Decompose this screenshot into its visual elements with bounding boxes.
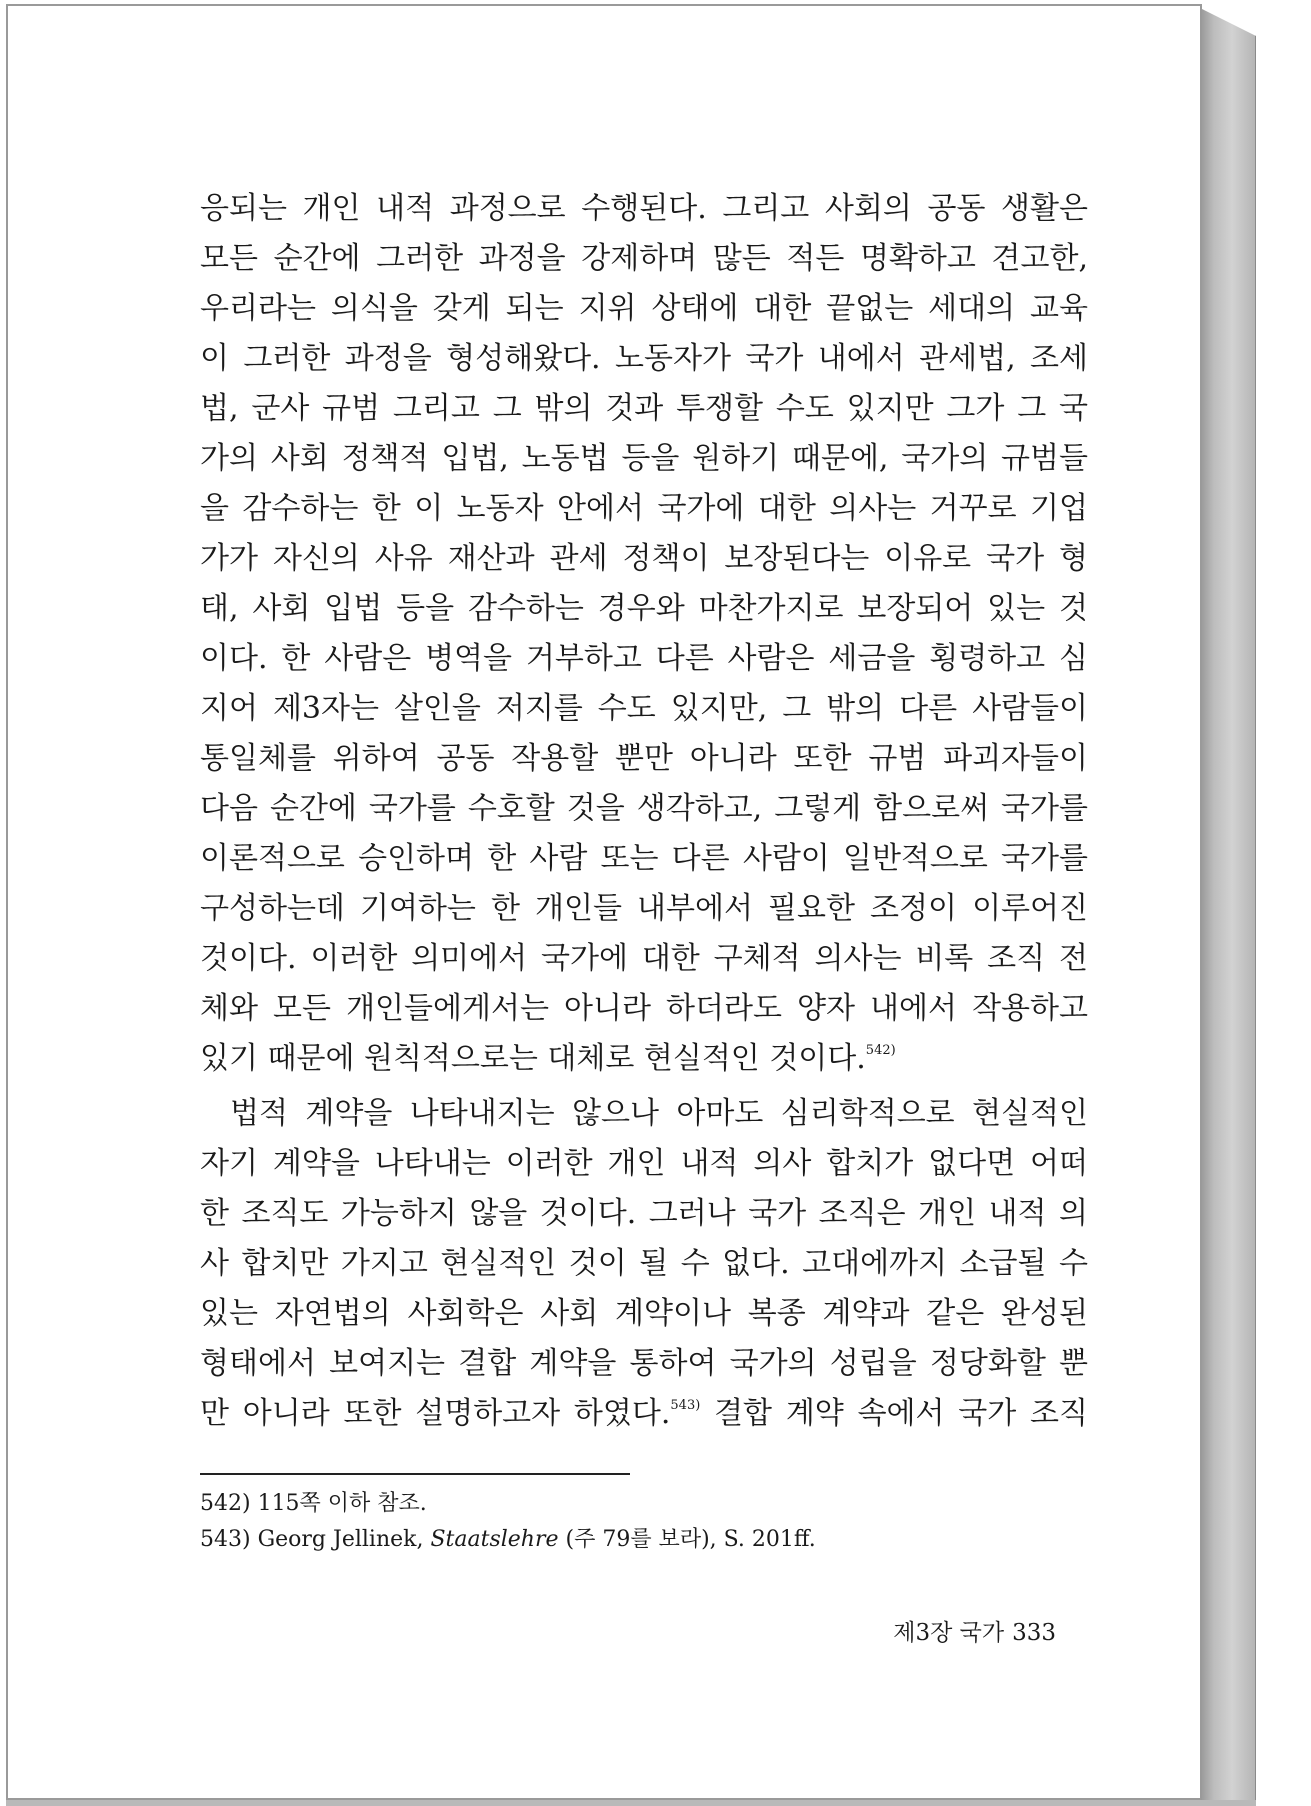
text-line: 이 그러한 과정을 형성해왔다. 노동자가 국가 내에서 관세법, 조세 <box>200 341 1088 376</box>
book-bottom-edge <box>6 1800 1256 1806</box>
text-line: 있는 자연법의 사회학은 사회 계약이나 복종 계약과 같은 완성된 <box>200 1296 1088 1331</box>
text-line: 다음 순간에 국가를 수호할 것을 생각하고, 그렇게 함으로써 국가를 <box>200 791 1088 826</box>
text-line: 이다. 한 사람은 병역을 거부하고 다른 사람은 세금을 횡령하고 심 <box>200 641 1088 676</box>
text-line: 가의 사회 정책적 입법, 노동법 등을 원하기 때문에, 국가의 규범들 <box>200 441 1088 476</box>
text-line: 모든 순간에 그러한 과정을 강제하며 많든 적든 명확하고 견고한, <box>200 241 1088 276</box>
footnote-divider <box>200 1473 630 1475</box>
text-fragment: 있기 때문에 원칙적으로는 대체로 현실적인 것이다. <box>200 1041 866 1076</box>
footnotes <box>200 1486 1088 1558</box>
text-line: 것이다. 이러한 의미에서 국가에 대한 구체적 의사는 비록 조직 전 <box>200 941 1088 976</box>
book-title: Staatslehre <box>430 1527 559 1552</box>
text-line: 가가 자신의 사유 재산과 관세 정책이 보장된다는 이유로 국가 형 <box>200 541 1088 576</box>
text-line: 법, 군사 규범 그리고 그 밖의 것과 투쟁할 수도 있지만 그가 그 국 <box>200 391 1088 426</box>
footnote-text: 543) Georg Jellinek, <box>200 1527 431 1552</box>
body-text <box>200 184 1088 1439</box>
page-number: 333 <box>1012 1620 1056 1646</box>
paragraph-1 <box>200 184 1088 1084</box>
chapter-title: 제3장 국가 <box>893 1620 1005 1646</box>
text-line: 체와 모든 개인들에게서는 아니라 하더라도 양자 내에서 작용하고 <box>200 991 1088 1026</box>
text-line: 자기 계약을 나타내는 이러한 개인 내적 의사 합치가 없다면 어떠 <box>200 1146 1088 1181</box>
footnote-text: (주 79를 보라), S. 201ff. <box>558 1527 816 1552</box>
running-footer <box>885 1614 1056 1647</box>
text-line: 지어 제3자는 살인을 저지를 수도 있지만, 그 밖의 다른 사람들이 <box>200 691 1088 726</box>
footnote-543 <box>200 1522 1088 1558</box>
text-line: 을 감수하는 한 이 노동자 안에서 국가에 대한 의사는 거꾸로 기업 <box>200 491 1088 526</box>
text-line: 법적 계약을 나타내지는 않으나 아마도 심리학적으로 현실적인 <box>230 1096 1088 1131</box>
paragraph-2 <box>200 1089 1088 1439</box>
text-line: 통일체를 위하여 공동 작용할 뿐만 아니라 또한 규범 파괴자들이 <box>200 741 1088 776</box>
text-line: 이론적으로 승인하며 한 사람 또는 다른 사람이 일반적으로 국가를 <box>200 841 1088 876</box>
text-line: 한 조직도 가능하지 않을 것이다. 그러나 국가 조직은 개인 내적 의 <box>200 1196 1088 1231</box>
text-line: 구성하는데 기여하는 한 개인들 내부에서 필요한 조정이 이루어진 <box>200 891 1088 926</box>
text-line: 형태에서 보여지는 결합 계약을 통하여 국가의 성립을 정당화할 뿐 <box>200 1346 1088 1381</box>
footnote-ref-542[interactable]: 542) <box>865 1043 896 1058</box>
text-fragment: 만 아니라 또한 설명하고자 하였다. <box>200 1396 671 1431</box>
footnote-ref-543[interactable]: 543) <box>670 1398 701 1413</box>
footnote-542: 542) 115쪽 이하 참조. <box>200 1491 427 1516</box>
text-line-last <box>200 1034 1088 1084</box>
text-line: 태, 사회 입법 등을 감수하는 경우와 마찬가지로 보장되어 있는 것 <box>200 591 1088 626</box>
text-line-last <box>200 1389 1088 1439</box>
text-line: 우리라는 의식을 갖게 되는 지위 상태에 대한 끝없는 세대의 교육 <box>200 291 1088 326</box>
text-fragment: 결합 계약 속에서 국가 조직 <box>700 1396 1088 1431</box>
text-line: 응되는 개인 내적 과정으로 수행된다. 그리고 사회의 공동 생활은 <box>200 191 1088 226</box>
text-line: 사 합치만 가지고 현실적인 것이 될 수 없다. 고대에까지 소급될 수 <box>200 1246 1088 1281</box>
book-page-edge <box>1196 6 1256 1802</box>
